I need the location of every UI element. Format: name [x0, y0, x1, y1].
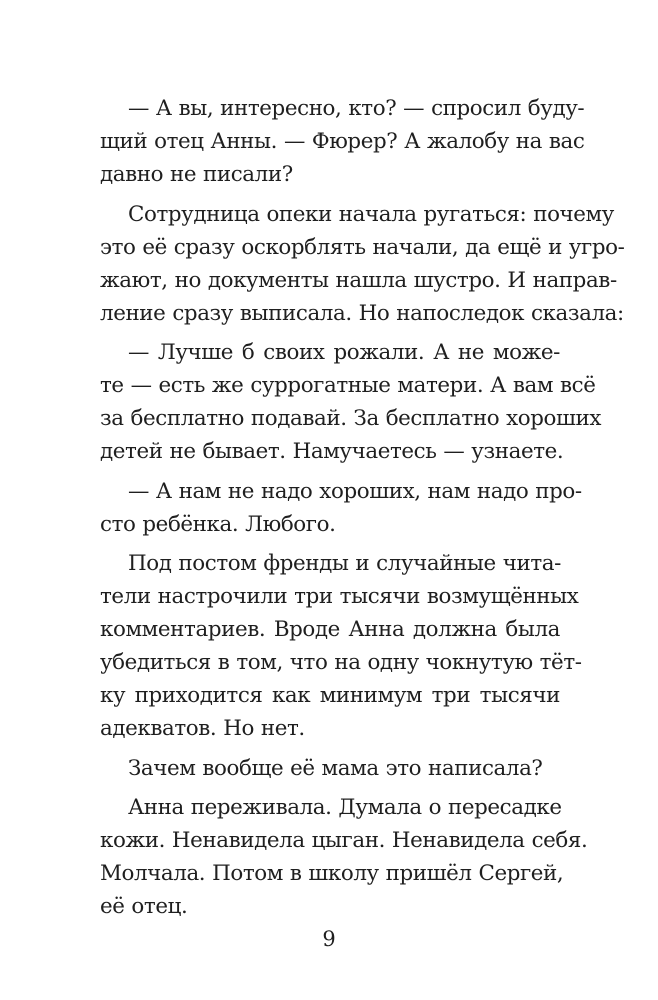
- paragraph: [100, 336, 601, 468]
- body-text: [100, 92, 625, 923]
- paragraph: [100, 547, 582, 745]
- page-number: 9: [322, 927, 336, 951]
- text-line: кожи. Ненавидела цыган. Ненавидела себя.: [100, 828, 588, 853]
- text-line: щий отец Анны. — Фюрер? А жалобу на вас: [100, 129, 585, 154]
- text-line: — А нам не надо хороших, нам надо про-: [128, 478, 582, 504]
- paragraph: [100, 752, 560, 785]
- text-line: ку приходится как минимум три тысячи: [100, 683, 560, 708]
- text-line: давно не писали?: [100, 162, 293, 187]
- text-line: ление сразу выписала. Но напоследок сказала:: [100, 300, 624, 326]
- text-line: адекватов. Но нет.: [100, 716, 305, 741]
- paragraph: [100, 475, 582, 541]
- text-line: Молчала. Потом в школу пришёл Сергей,: [100, 861, 564, 886]
- text-line: Сотрудница опеки начала ругаться: почему: [128, 201, 614, 227]
- text-line: — А вы, интересно, кто? — спросил буду-: [128, 96, 585, 121]
- text-line: это её сразу оскорблять начали, да ещё и угро-: [100, 234, 625, 260]
- text-line: Анна переживала. Думала о пересадке: [128, 795, 562, 820]
- text-line: за бесплатно подавай. За бесплатно хороших: [100, 406, 601, 431]
- text-line: жают, но документы нашла шустро. И направ-: [100, 267, 617, 293]
- text-line: комментариев. Вроде Анна должна была: [100, 617, 560, 642]
- text-line: Под постом френды и случайные чита-: [128, 551, 561, 576]
- text-line: Зачем вообще её мама это написала?: [128, 755, 543, 781]
- text-line: те — есть же суррогатные матери. А вам всё: [100, 373, 596, 398]
- paragraph: [100, 198, 625, 330]
- text-line: её отец.: [100, 894, 188, 919]
- text-line: — Лучше б своих рожали. А не може-: [128, 340, 560, 365]
- text-line: тели настрочили три тысячи возмущённых: [100, 584, 579, 609]
- paragraph: [100, 92, 585, 191]
- text-line: сто ребёнка. Любого.: [100, 511, 336, 537]
- text-line: убедиться в том, что на одну чокнутую тёт-: [100, 650, 582, 675]
- text-line: детей не бывает. Намучаетесь — узнаете.: [100, 439, 564, 464]
- paragraph: [100, 791, 588, 923]
